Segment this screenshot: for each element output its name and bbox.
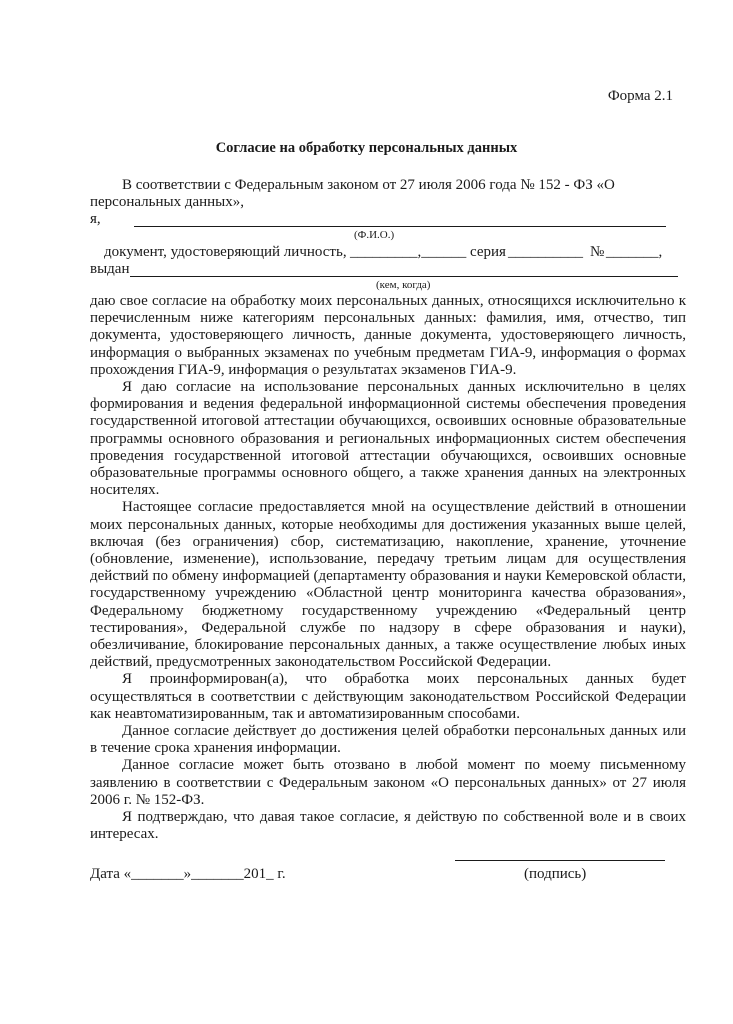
series-label: серия: [470, 244, 506, 260]
paragraph: Я даю согласие на использование персональных данных исключительно в целях формирования и ведения федеральной информационной системы обеспечения проведения государственной итоговой аттестации обучающихся, освоивших основные образовательные программы основного образования и региональных информационных систем обеспечения проведения государственной итоговой аттестации обучающихся, освоивших основные образовательные программы основного общего, а также хранения данных на электронных носителях.: [90, 379, 686, 499]
signature-caption: (подпись): [524, 866, 587, 882]
fio-fill-line: [134, 226, 666, 227]
i-label: я,: [90, 211, 101, 227]
paragraph: Настоящее согласие предоставляется мной на осуществление действий в отношении моих персональных данных, которые необходимы для достижения указанных выше целей, включая (без ограничения) сбор, систематизацию, накопление, хранение, уточнение (обновление, изменение), использование, передачу третьим лицам для осуществления действий по обмену информацией (департаменту образования и науки Кемеровской области, государственному учреждению «Областной центр мониторинга качества образования», Федеральному бюджетному государственному учреждению «Федеральный центр тестирования», Федеральной службе по надзору в сфере образования и науки), обезличивание, блокирование персональных данных, а также осуществление любых иных действий, предусмотренных законодательством Российской Федерации.: [90, 499, 686, 671]
intro-line-1: В соответствии с Федеральным законом от 27 июля 2006 года № 152 - ФЗ «О: [122, 177, 615, 193]
paragraph: Я проинформирован(а), что обработка моих персональных данных будет осуществляться в соответствии с действующим законодательством Российской Федерации как неавтоматизированным, так и автоматизированным способами.: [90, 671, 686, 722]
issued-caption: (кем, когда): [376, 279, 431, 291]
fio-caption: (Ф.И.О.): [354, 229, 395, 241]
series-blank: __________: [508, 244, 583, 260]
intro-line-2: персональных данных»,: [90, 194, 245, 210]
paragraph: Данное согласие действует до достижения целей обработки персональных данных или в течение срока хранения информации.: [90, 723, 686, 757]
number-blank: _______,: [606, 244, 663, 260]
paragraph: Данное согласие может быть отозвано в любой момент по моему письменному заявлению в соответствии с Федеральным законом «О персональных данных» от 27 июля 2006 г. № 152-ФЗ.: [90, 757, 686, 808]
consent-body: [90, 293, 686, 844]
doc-label: документ, удостоверяющий личность,: [104, 244, 347, 260]
signature-line: [455, 860, 665, 861]
paragraph: даю свое согласие на обработку моих персональных данных, относящихся исключительно к перечисленным ниже категориям персональных данных: фамилия, имя, отчество, тип документа, удостоверяющего личность, данные документа, удостоверяющего личность, информация о выбранных экзаменах по учебным предметам ГИА-9, информация о формах прохождения ГИА-9, информация о результатах экзаменов ГИА-9.: [90, 293, 686, 378]
number-label: №: [590, 244, 605, 260]
form-number: Форма 2.1: [607, 88, 673, 104]
date-line: Дата «_______»_______201_ г.: [90, 866, 286, 882]
issued-label: выдан: [90, 261, 130, 277]
doc-blank: _________,______: [350, 244, 467, 260]
issued-fill-line: [130, 276, 678, 277]
paragraph: Я подтверждаю, что давая такое согласие, я действую по собственной воле и в своих интересах.: [90, 809, 686, 843]
document-title: Согласие на обработку персональных данных: [215, 140, 518, 156]
